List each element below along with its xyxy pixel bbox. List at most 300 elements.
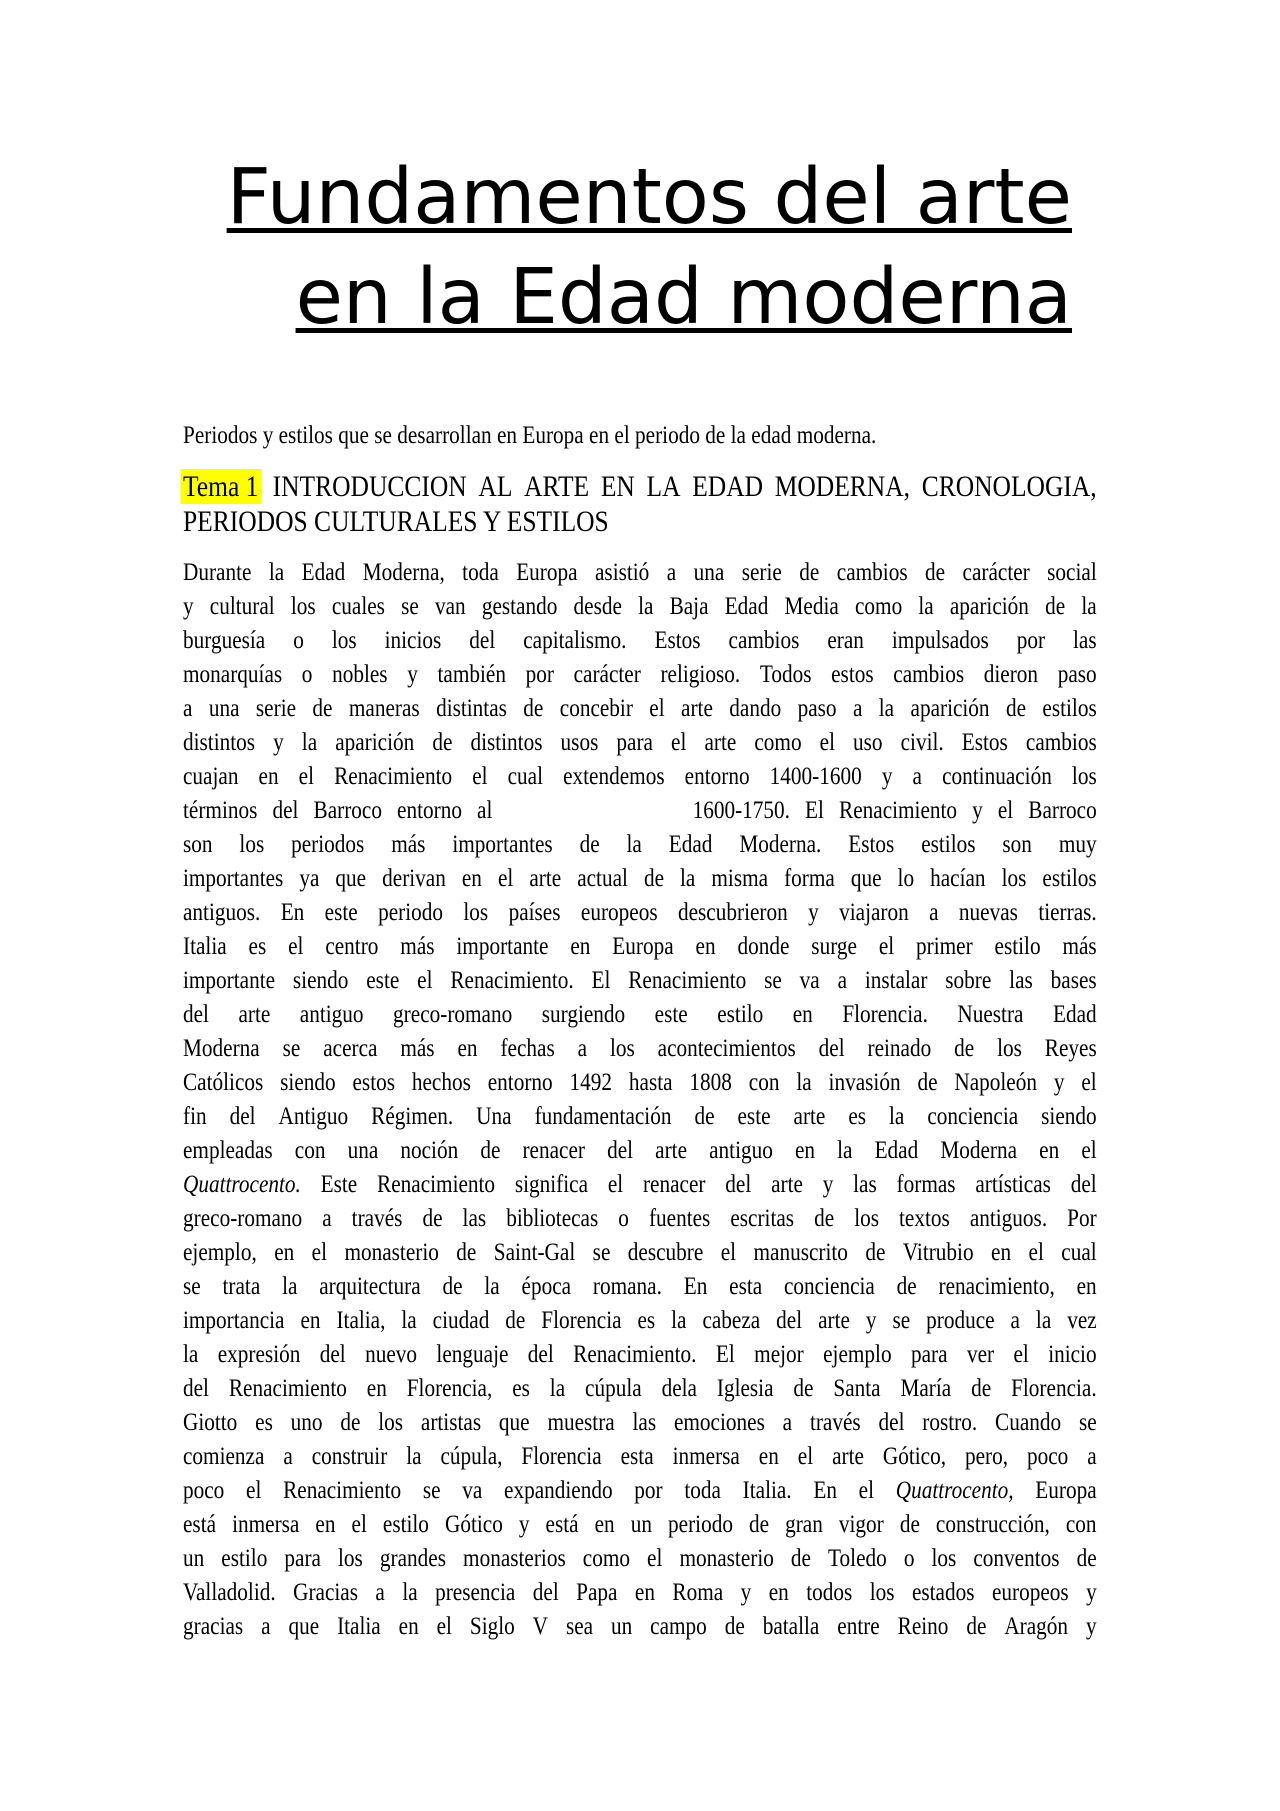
body-line <box>183 1338 1097 1372</box>
word: cabeza <box>702 1307 761 1334</box>
word: del <box>319 1341 346 1368</box>
word: a <box>183 695 193 722</box>
body-line <box>183 1270 1097 1304</box>
word: en <box>594 1511 615 1538</box>
word: que <box>335 865 367 892</box>
word: Edad <box>874 1137 919 1164</box>
word: centro <box>325 933 379 960</box>
word: través <box>809 1409 861 1436</box>
word: más <box>400 1035 435 1062</box>
word: la <box>1081 593 1097 620</box>
word: burguesía <box>183 627 266 654</box>
word: instalar <box>864 967 928 994</box>
word: se <box>592 1239 611 1266</box>
word: Italia, <box>336 1307 386 1334</box>
word: en <box>461 865 482 892</box>
word: en <box>991 1239 1012 1266</box>
word: también <box>437 661 506 688</box>
word: y <box>881 763 893 790</box>
word: Italia <box>183 933 227 960</box>
word: del <box>272 797 299 824</box>
word: las <box>1009 967 1033 994</box>
word: los <box>290 593 316 620</box>
word: la <box>282 1273 298 1300</box>
word: Papa <box>576 1579 618 1606</box>
word: desde <box>573 593 622 620</box>
word: Florencia. <box>1011 1375 1097 1402</box>
word: siendo <box>280 1069 336 1096</box>
word: en <box>274 1239 295 1266</box>
word: del <box>469 627 496 654</box>
word: se <box>1078 1409 1097 1436</box>
word: formas <box>896 1171 956 1198</box>
body-line <box>183 1032 1097 1066</box>
word: que <box>498 1409 530 1436</box>
word: y <box>518 1511 530 1538</box>
word: Renacimiento <box>334 763 453 790</box>
word: cúpula <box>585 1375 642 1402</box>
word: 1600-1750. <box>692 797 790 824</box>
word: importante <box>456 933 549 960</box>
word: Barroco <box>1028 797 1097 824</box>
word: la <box>680 865 696 892</box>
word: Renacimiento. <box>450 967 574 994</box>
word: de <box>456 1239 477 1266</box>
word: del <box>607 1137 634 1164</box>
word: por <box>525 661 554 688</box>
word: En <box>280 899 305 926</box>
word: escritas <box>730 1205 795 1232</box>
word: la <box>889 1103 905 1130</box>
word: de <box>790 1545 812 1572</box>
word: derivan <box>382 865 446 892</box>
word: el <box>351 1511 367 1538</box>
tema-1-highlight: Tema 1 <box>180 469 260 504</box>
word: eran <box>827 627 864 654</box>
word: dela <box>661 1375 697 1402</box>
word: greco-romano <box>393 1001 513 1028</box>
body-line <box>183 1066 1097 1100</box>
word: en <box>634 1579 655 1606</box>
word: a <box>666 559 677 586</box>
word: a <box>782 1409 793 1436</box>
word: con <box>294 1137 326 1164</box>
word: cual <box>1061 1239 1097 1266</box>
word: de <box>312 695 333 722</box>
word: se <box>892 1307 911 1334</box>
word: textos <box>899 1205 950 1232</box>
word: es <box>248 933 267 960</box>
word: de <box>579 831 600 858</box>
word: fundamentación <box>534 1103 672 1130</box>
word: 1400-1600 <box>769 763 862 790</box>
word: periodo <box>378 899 444 926</box>
word: carácter <box>962 559 1030 586</box>
word: de <box>1045 593 1066 620</box>
word: todos <box>806 1579 853 1606</box>
word: Renacimiento <box>283 1477 402 1504</box>
body-line <box>183 590 1097 624</box>
word: el <box>1081 1069 1097 1096</box>
word: los <box>239 831 265 858</box>
word: para <box>616 729 653 756</box>
word: Por <box>1067 1205 1097 1232</box>
word: El <box>591 967 611 994</box>
word: Giotto <box>183 1409 238 1436</box>
word: de <box>971 1375 992 1402</box>
word: importantes <box>452 831 553 858</box>
body-line <box>183 1304 1097 1338</box>
word: estilo <box>994 933 1041 960</box>
word: expresión <box>217 1341 301 1368</box>
word: conciencia <box>927 1103 1019 1130</box>
body-line <box>183 1406 1097 1440</box>
word: distintos <box>183 729 256 756</box>
word: Quattrocento, <box>895 1477 1014 1504</box>
word: el <box>436 1613 452 1640</box>
word: arte <box>238 1001 271 1028</box>
word: con <box>748 1069 780 1096</box>
word: religioso. <box>660 661 741 688</box>
word: es <box>512 1375 530 1402</box>
word: Edad <box>668 831 713 858</box>
word: antiguo <box>709 1137 773 1164</box>
word: ciudad <box>432 1307 490 1334</box>
word: hacían <box>930 865 986 892</box>
word: el <box>647 1545 663 1572</box>
word: la <box>1035 1307 1052 1334</box>
word: el <box>671 729 687 756</box>
word: Santa <box>833 1375 881 1402</box>
word: Estos <box>654 627 701 654</box>
word: Europa <box>516 559 578 586</box>
word: Moderna <box>940 1137 1018 1164</box>
word: bibliotecas <box>506 1205 599 1232</box>
word: es <box>637 1307 656 1334</box>
word: concebir <box>559 695 633 722</box>
word: Roma <box>672 1579 724 1606</box>
word: toda <box>684 1477 721 1504</box>
word: Moderna <box>183 1035 260 1062</box>
word: Todos <box>759 661 812 688</box>
word: del <box>818 1035 845 1062</box>
word: por <box>634 1477 663 1504</box>
word: estilo <box>717 1001 764 1028</box>
word: romana. <box>592 1273 662 1300</box>
word: de <box>793 1375 814 1402</box>
word: los <box>869 1579 895 1606</box>
word: un <box>630 1511 652 1538</box>
word: y <box>1085 1613 1097 1640</box>
word: serie <box>741 559 782 586</box>
word: greco-romano <box>183 1205 303 1232</box>
word: del <box>878 1409 905 1436</box>
body-line <box>183 1542 1097 1576</box>
word: Florencia, <box>406 1375 493 1402</box>
word: Siglo <box>469 1613 515 1640</box>
word: con <box>1065 1511 1097 1538</box>
word: paso <box>797 695 837 722</box>
word: comienza <box>183 1443 265 1470</box>
word: primer <box>916 933 973 960</box>
word: construir <box>311 1443 388 1470</box>
body-line <box>183 794 1097 828</box>
word: a <box>261 1613 271 1640</box>
word: por <box>1016 627 1046 654</box>
word: y <box>865 1307 877 1334</box>
word: en <box>315 1511 336 1538</box>
word: Toledo <box>828 1545 887 1572</box>
word: de <box>899 1511 920 1538</box>
word: produce <box>926 1307 995 1334</box>
word: dando <box>729 695 782 722</box>
word: inmersa <box>672 1443 740 1470</box>
word: del <box>229 1103 256 1130</box>
word: monarquías <box>183 661 283 688</box>
word: renacimiento, <box>938 1273 1055 1300</box>
word: esta <box>729 1273 763 1300</box>
word: de <box>799 559 820 586</box>
word: los <box>378 1409 404 1436</box>
word: monasterio <box>679 1545 774 1572</box>
word: se <box>401 593 419 620</box>
body-line <box>183 930 1097 964</box>
word: cuales <box>331 593 385 620</box>
document-title <box>227 148 1072 348</box>
word: la <box>918 593 934 620</box>
word: Renacimiento <box>628 967 747 994</box>
word: a <box>837 967 848 994</box>
word: Reyes <box>1044 1035 1097 1062</box>
word: Europa <box>612 933 674 960</box>
word: de <box>724 1613 745 1640</box>
word: periodo <box>668 1511 733 1538</box>
word: la <box>268 559 285 586</box>
word: el <box>497 865 514 892</box>
word: continuación <box>942 763 1052 790</box>
body-paragraph <box>183 556 1097 1644</box>
word: distintas <box>436 695 507 722</box>
word: Gótico <box>444 1511 503 1538</box>
word: y <box>972 797 983 824</box>
word: toda <box>462 559 499 586</box>
word: que <box>288 1613 320 1640</box>
title-line-1-text: Fundamentos del arte <box>226 153 1072 242</box>
word: una <box>208 695 240 722</box>
word: aparición <box>949 593 1029 620</box>
word: está <box>183 1511 217 1538</box>
word: este <box>324 899 358 926</box>
word: asistió <box>594 559 650 586</box>
word: ARTE <box>524 470 590 503</box>
word: y <box>1053 1069 1065 1096</box>
word: va <box>462 1477 483 1504</box>
word: los <box>1071 763 1097 790</box>
word: el <box>1013 1341 1029 1368</box>
word: MODERNA, <box>774 470 911 503</box>
word: estilos <box>1042 695 1097 722</box>
word: renacer <box>522 1137 585 1164</box>
word: mejor <box>754 1341 804 1368</box>
word: las <box>1073 627 1097 654</box>
word: de <box>480 1137 501 1164</box>
word: poco <box>183 1477 225 1504</box>
word: descubre <box>627 1239 704 1266</box>
word: CRONOLOGIA, <box>921 470 1097 503</box>
word: la <box>301 729 318 756</box>
word: esta <box>620 1443 654 1470</box>
word: Florencia <box>541 1307 622 1334</box>
word: descubrieron <box>677 899 788 926</box>
word: El <box>715 1341 735 1368</box>
word: este <box>654 1001 688 1028</box>
word: manuscrito <box>753 1239 848 1266</box>
word: el <box>1081 1137 1097 1164</box>
word: V <box>532 1613 549 1640</box>
word: como <box>582 1545 631 1572</box>
word: distintos <box>470 729 543 756</box>
word: 1492 <box>569 1069 613 1096</box>
word: actual <box>577 865 628 892</box>
word: antiguo <box>299 1001 364 1028</box>
word: está <box>545 1511 579 1538</box>
word: se <box>422 1477 441 1504</box>
word: pero, <box>964 1443 1009 1470</box>
word: cual <box>507 763 544 790</box>
word: extendemos <box>563 763 665 790</box>
word: trata <box>222 1273 261 1300</box>
word: Renacimiento <box>377 1171 496 1198</box>
word: a <box>1010 1307 1020 1334</box>
word: arte <box>818 1307 850 1334</box>
word: importante <box>183 967 276 994</box>
word: ver <box>966 1341 995 1368</box>
word: Nuestra <box>957 1001 1024 1028</box>
word: gestando <box>481 593 558 620</box>
word: uno <box>290 1409 323 1436</box>
word: sea <box>565 1613 594 1640</box>
word: a <box>375 1579 385 1606</box>
word: Edad <box>1052 1001 1097 1028</box>
word: muy <box>1058 831 1097 858</box>
word: y <box>808 899 819 926</box>
word: inmersa <box>232 1511 300 1538</box>
word: a <box>852 695 863 722</box>
word: del <box>527 1341 554 1368</box>
body-line <box>183 556 1097 590</box>
word: europeos <box>991 1579 1069 1606</box>
word: antiguos. <box>183 899 261 926</box>
body-line <box>183 998 1097 1032</box>
word: nuevo <box>365 1341 418 1368</box>
word: rostro. <box>922 1409 978 1436</box>
word: estilos <box>1042 865 1097 892</box>
word: se <box>282 1035 301 1062</box>
word: vigor <box>838 1511 884 1538</box>
word: a <box>283 1443 293 1470</box>
word: en <box>758 1443 779 1470</box>
word: paso <box>1057 661 1097 688</box>
word: las <box>853 1171 877 1198</box>
body-line <box>183 624 1097 658</box>
word: un <box>610 1613 633 1640</box>
word: el <box>298 763 315 790</box>
body-line <box>183 726 1097 760</box>
word: Florencia <box>521 1443 602 1470</box>
word: maneras <box>348 695 420 722</box>
word: lo <box>897 865 915 892</box>
word: expandiendo <box>504 1477 613 1504</box>
word: los <box>463 899 489 926</box>
word: a <box>929 899 939 926</box>
word: Estos <box>848 831 895 858</box>
word: monasterio <box>344 1239 439 1266</box>
word: Saint-Gal <box>493 1239 576 1266</box>
word: arte <box>793 1103 826 1130</box>
word: como <box>754 729 802 756</box>
word: los <box>338 1545 363 1572</box>
word: 1808 <box>689 1069 732 1096</box>
word: de <box>954 1035 975 1062</box>
word: una <box>347 1137 379 1164</box>
body-line <box>183 1440 1097 1474</box>
word: arte <box>832 1443 864 1470</box>
word: en <box>792 1001 813 1028</box>
word: uso <box>853 729 883 756</box>
word: inicios <box>384 627 442 654</box>
word: para <box>284 1545 321 1572</box>
word: presencia <box>435 1579 516 1606</box>
word: de <box>643 865 665 892</box>
word: de <box>442 1273 463 1300</box>
word: Gracias <box>293 1579 358 1606</box>
word: época <box>521 1273 572 1300</box>
word: viajaron <box>839 899 909 926</box>
word: de <box>966 1613 987 1640</box>
word: la <box>402 1579 418 1606</box>
word: va <box>799 967 820 994</box>
word: el <box>417 967 433 994</box>
word: Cuando <box>995 1409 1062 1436</box>
word: a <box>322 1205 332 1232</box>
word: Quattrocento. <box>183 1171 301 1198</box>
word: Europa <box>1035 1477 1097 1504</box>
word: los <box>997 1035 1022 1062</box>
word: estilos <box>921 831 976 858</box>
word: el <box>1028 1239 1044 1266</box>
word: carácter <box>573 661 641 688</box>
word: y <box>273 729 284 756</box>
word: la <box>671 1307 687 1334</box>
word: ejemplo, <box>183 1239 257 1266</box>
word: que <box>850 865 882 892</box>
word: INTRODUCCION <box>272 470 467 503</box>
word: fin <box>183 1103 207 1130</box>
word: arte <box>655 1137 688 1164</box>
word: social <box>1047 559 1097 586</box>
word: las <box>632 1409 657 1436</box>
word: este <box>366 967 400 994</box>
word: antiguos. <box>969 1205 1048 1232</box>
word: en <box>794 1137 816 1164</box>
word: Florencia. <box>842 1001 928 1028</box>
body-line <box>183 1134 1097 1168</box>
word: los <box>1001 865 1027 892</box>
word: LA <box>646 470 681 503</box>
word: estilo <box>382 1511 429 1538</box>
word: al <box>477 797 493 824</box>
intro-paragraph: Periodos y estilos que se desarrollan en Europa en el periodo de la edad moderna. <box>183 422 877 449</box>
